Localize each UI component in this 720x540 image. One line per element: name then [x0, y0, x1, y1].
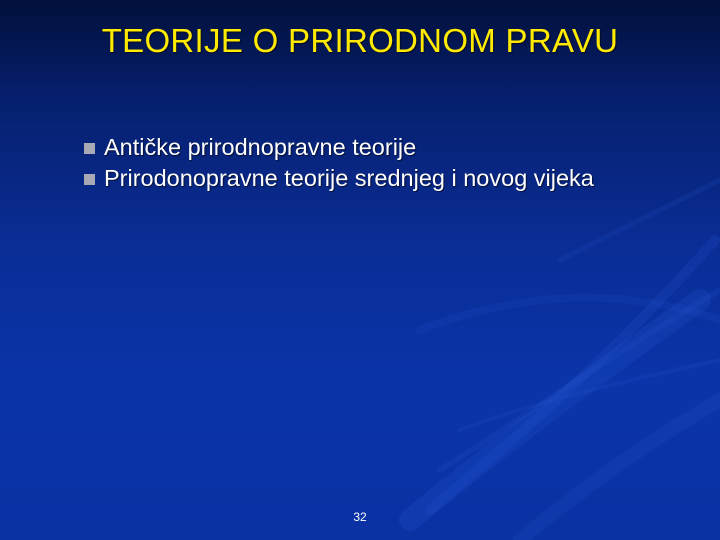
- bullet-text: Prirodonopravne teorije srednjeg i novog vijeka: [104, 165, 594, 191]
- bullet-text: Antičke prirodnopravne teorije: [104, 134, 417, 160]
- bullet-item: [84, 132, 674, 163]
- square-bullet-icon: [84, 143, 95, 154]
- page-number: 32: [353, 510, 367, 524]
- slide-title: TEORIJE O PRIRODNOM PRAVU: [101, 22, 619, 59]
- square-bullet-icon: [84, 174, 95, 185]
- bullet-item: [84, 163, 674, 194]
- bullet-list: [84, 132, 674, 194]
